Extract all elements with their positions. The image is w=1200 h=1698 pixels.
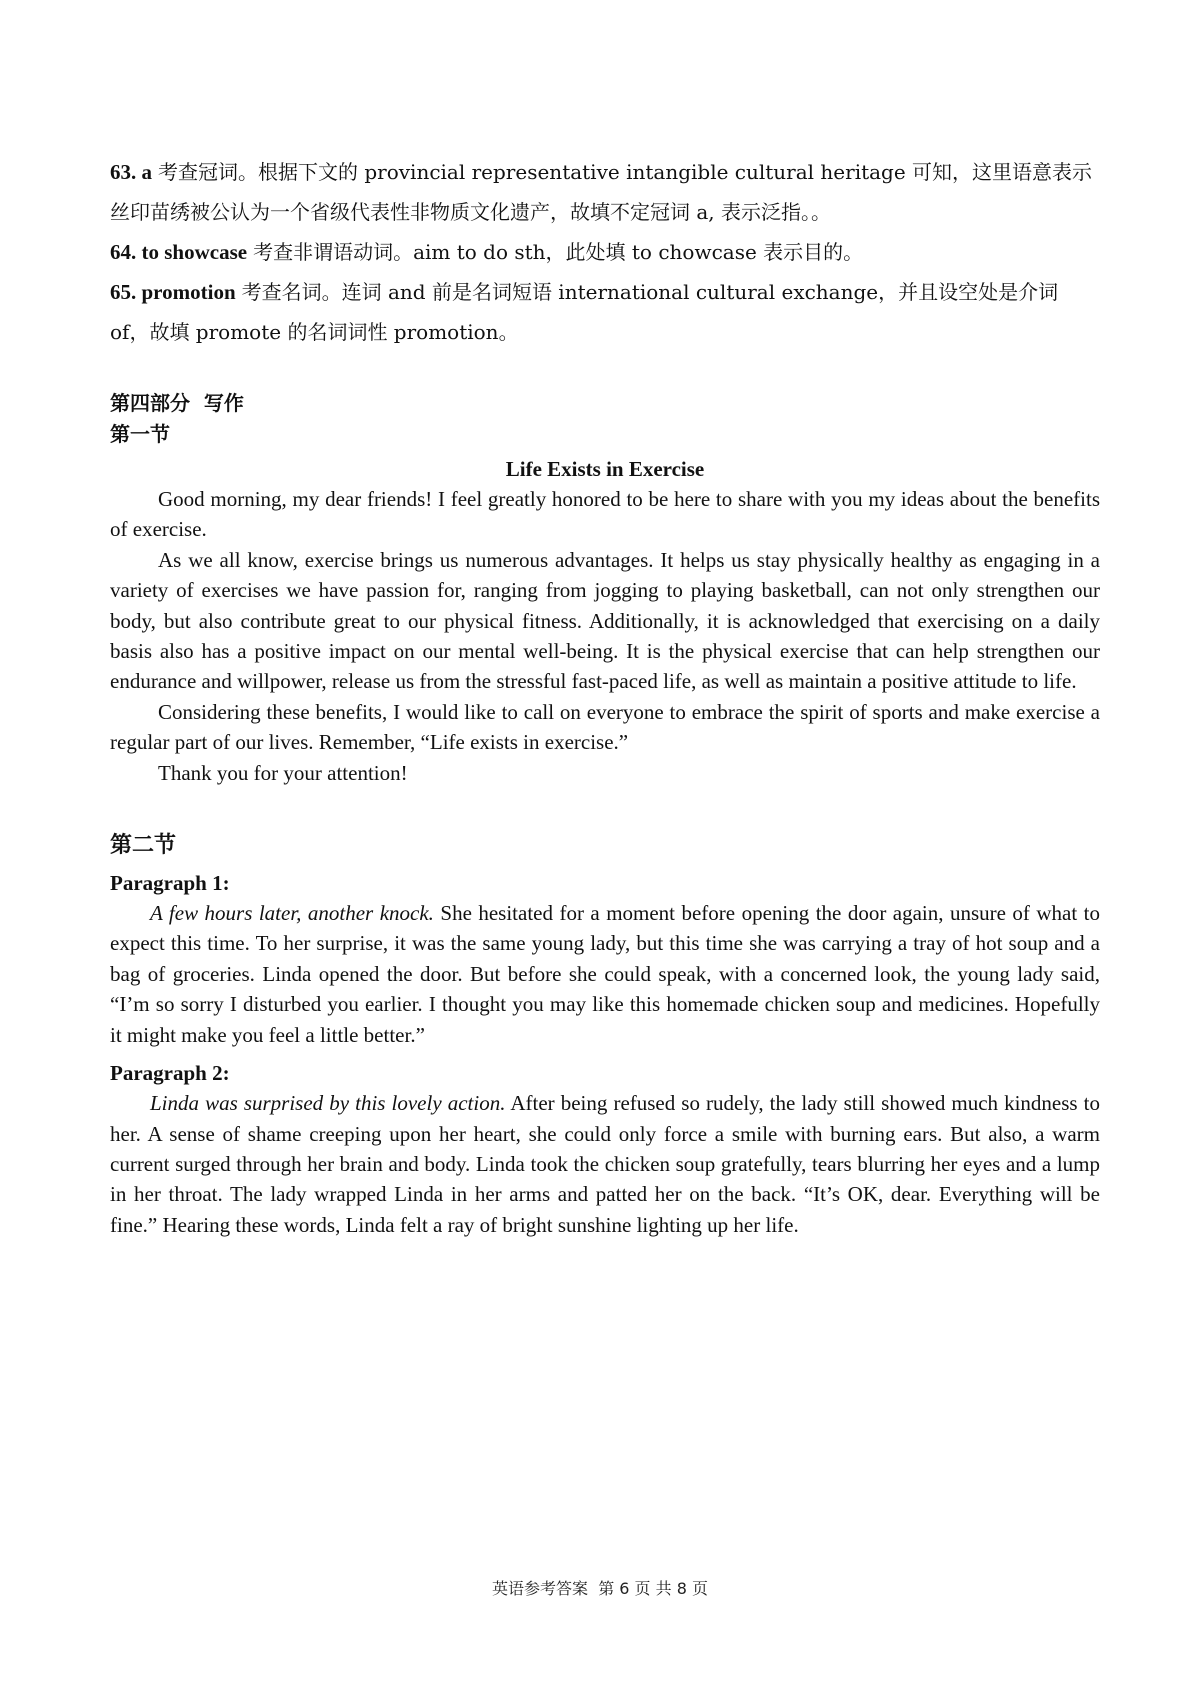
answer-number: 65. promotion bbox=[110, 280, 236, 304]
story-body: After being refused so rudely, the lady still showed much kindness to her. A sense of shame creeping upon her heart, she could only force a smile with burning ears. But also, a warm current surged through her brain and body. Linda took the chicken soup gratefully, tears blurring her eyes and a lump in her throat. The lady wrapped Linda in her arms and patted her on the back. “It’s OK, dear. Everything will be fine.” Hearing these words, Linda felt a ray of bright sunshine lighting up her life. bbox=[110, 1091, 1100, 1237]
answer-list bbox=[110, 152, 1100, 352]
story-paragraph bbox=[110, 1088, 1100, 1240]
answer-explanation: 考查冠词。根据下文的 provincial representative intangible cultural heritage 可知，这里语意表示丝印苗绣被公认为一个省级代表性非物质文化遗产，故填不定冠词 a, 表示泛指。。 bbox=[110, 160, 1093, 224]
paragraph-heading: Paragraph 1: bbox=[110, 871, 230, 896]
page-footer: 英语参考答案 第 6 页 共 8 页 bbox=[492, 1579, 708, 1598]
answer-explanation: 考查名词。连词 and 前是名词短语 international cultural exchange，并且设空处是介词 of，故填 promote 的名词词性 promotion。 bbox=[110, 280, 1059, 344]
answer-65 bbox=[110, 272, 1100, 352]
essay-paragraph: As we all know, exercise brings us numerous advantages. It helps us stay physically healthy as engaging in a variety of exercises we have passion for, ranging from jogging to playing basketball, can not only strengthen our body, but also contribute great to our physical fitness. Additionally, it is acknowledged that exercising on a daily basis also has a positive impact on our mental well-being. It is the physical exercise that can help strengthen our endurance and willpower, release us from the stressful fast-paced life, as well as maintain a positive attitude to life. bbox=[110, 547, 1100, 694]
essay bbox=[110, 454, 1100, 788]
part-title: 第四部分 写作 bbox=[110, 391, 244, 415]
answer-63 bbox=[110, 152, 1100, 232]
story-body: She hesitated for a moment before opening the door again, unsure of what to expect this time. To her surprise, it was the same young lady, but this time she was carrying a tray of hot soup and a bag of groceries. Linda opened the door. But before she could speak, with a concerned look, the young lady said, “I’m so sorry I disturbed you earlier. I thought you may like this homemade chicken soup and medicines. Hopefully it might make you feel a little better.” bbox=[110, 901, 1101, 1047]
essay-paragraph: Considering these benefits, I would like to call on everyone to embrace the spirit of sports and make exercise a regular part of our lives. Remember, “Life exists in exercise.” bbox=[110, 699, 1100, 755]
answer-explanation: 考查非谓语动词。aim to do sth，此处填 to chowcase 表示目的。 bbox=[253, 240, 864, 264]
essay-paragraph: Thank you for your attention! bbox=[158, 760, 408, 785]
essay-paragraph: Good morning, my dear friends! I feel greatly honored to be here to share with you my ideas about the benefits of exercise. bbox=[110, 487, 1100, 542]
section-2-title: 第二节 bbox=[110, 833, 177, 859]
answer-64 bbox=[110, 232, 1100, 272]
story-lead-sentence: Linda was surprised by this lovely action. bbox=[150, 1091, 506, 1116]
story-paragraph bbox=[110, 898, 1100, 1050]
paragraph-heading: Paragraph 2: bbox=[110, 1061, 230, 1086]
story-continuation bbox=[110, 868, 1100, 1240]
answer-sheet-page bbox=[110, 152, 1100, 1240]
section-1-title: 第一节 bbox=[110, 422, 170, 446]
essay-title: Life Exists in Exercise bbox=[505, 457, 705, 481]
answer-number: 63. a bbox=[110, 160, 152, 184]
answer-number: 64. to showcase bbox=[110, 240, 248, 264]
story-lead-sentence: A few hours later, another knock. bbox=[150, 901, 434, 926]
